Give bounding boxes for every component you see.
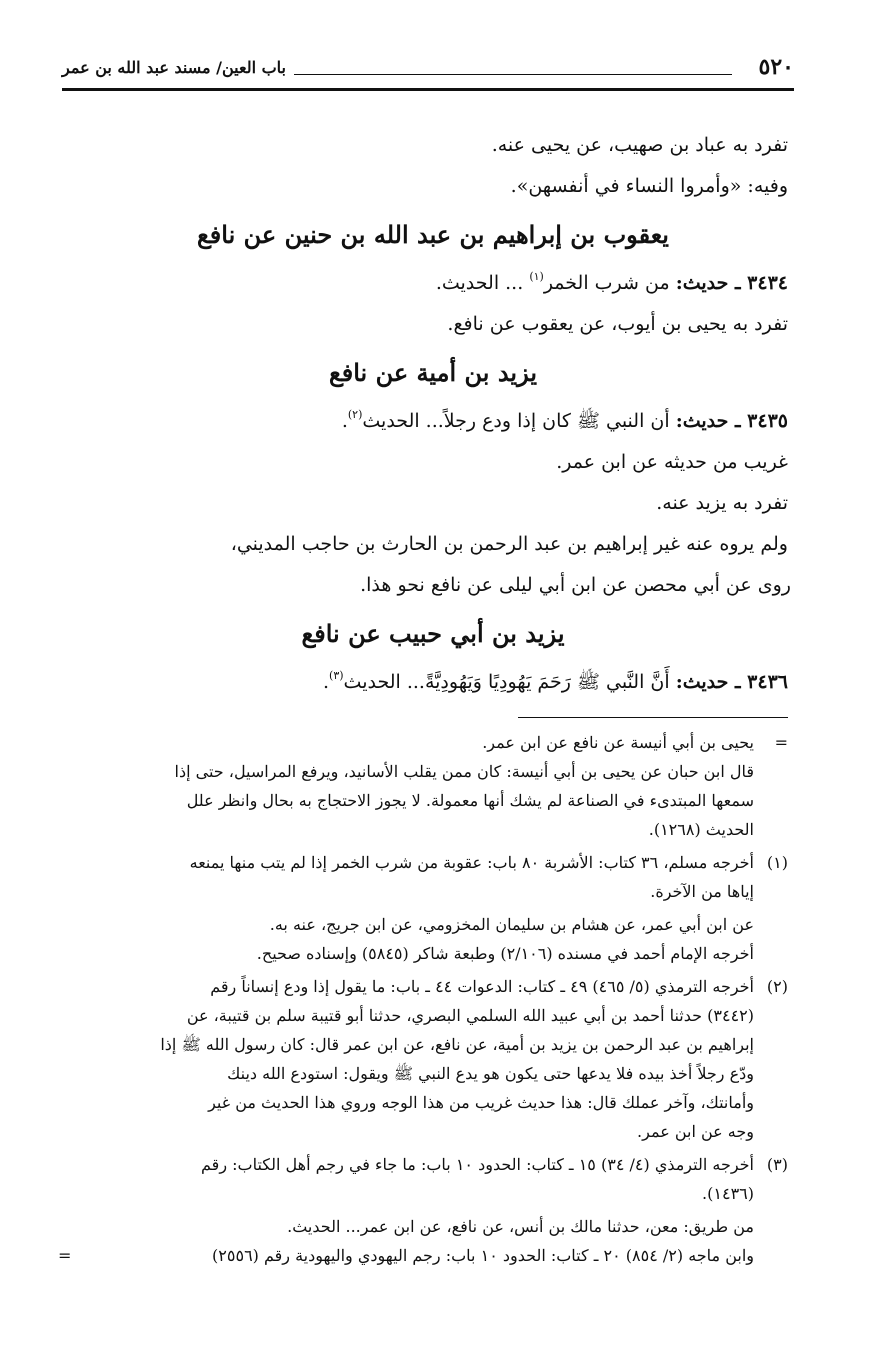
footnotes [58,728,788,1274]
footnote-separator [518,717,788,718]
footnote-line: سمعها المبتدىء في الصناعة لم يشك أنها معمولة. لا يجوز الاحتجاج به بحال وانظر علل [186,791,754,810]
footnote-continuation [78,728,788,844]
footnote-line: وأمانتك، وآخر عملك قال: هذا حديث غريب من هذا الوجه وروي هذا الحديث من غير [208,1093,754,1112]
running-title: باب العين/ مسند عبد الله بن عمر [62,58,286,77]
main-text [78,125,791,703]
hadith-number: ٣٤٣٥ ـ حديث: [675,410,788,432]
hadith-text: . [341,410,348,432]
text-line: روى عن أبي محصن عن ابن أبي ليلى عن نافع نحو هذا. [360,574,791,596]
hadith-text: . [322,671,330,693]
header-dash-line [294,74,732,75]
text-line: تفرد به يحيى بن أيوب، عن يعقوب عن نافع. [447,313,788,335]
footnote-marker: = [774,733,788,752]
footnote-line: ودّع رجلاً أخذ بيده فلا يدعها حتى يكون هو يدع النبي ﷺ ويقول: استودع الله دينك [227,1064,754,1083]
footnote-marker: (٢) [766,977,788,996]
footnote-line: أخرجه مسلم، ٣٦ كتاب: الأشربة ٨٠ باب: عقوبة من شرب الخمر إذا لم يتب منها يمنعه [189,853,754,872]
footnote-ref: (١) [529,270,544,283]
text-line: وفيه: «وأمروا النساء في أنفسهن». [510,175,788,197]
text-line: غريب من حديثه عن ابن عمر. [556,451,788,473]
text-line: تفرد به عباد بن صهيب، عن يحيى عنه. [491,134,788,156]
header-rule [62,88,794,91]
footnote-line: الحديث (١٢٦٨). [648,820,754,839]
hadith-entry [78,401,788,442]
text-line: ولم يروه عنه غير إبراهيم بن عبد الرحمن بن الحارث بن حاجب المديني، [230,533,788,555]
continuation-marker: = [58,1246,72,1265]
footnote-marker: (١) [766,853,788,872]
footnote-line: وجه عن ابن عمر. [637,1122,754,1141]
footnote-line: أخرجه الترمذي (٤/ ٣٤) ١٥ ـ كتاب: الحدود ١٠ باب: ما جاء في رجم أهل الكتاب: رقم [201,1155,754,1174]
hadith-number: ٣٤٣٤ ـ حديث: [675,272,788,294]
footnote-line: وابن ماجه (٢/ ٨٥٤) ٢٠ ـ كتاب: الحدود ١٠ باب: رجم اليهودي واليهودية رقم (٢٥٥٦) [212,1246,754,1265]
footnote-line: أخرجه الترمذي (٥/ ٤٦٥) ٤٩ ـ كتاب: الدعوات ٤٤ ـ باب: ما يقول إذا ودع إنساناً رقم [210,977,754,996]
page-header [62,52,794,88]
footnote-line: (١٤٣٦). [702,1184,754,1203]
footnote-line: أخرجه الإمام أحمد في مسنده (٢/١٠٦) وطبعة شاكر (٥٨٤٥) وإسناده صحيح. [256,944,754,963]
footnote-line: عن ابن أبي عمر، عن هشام بن سليمان المخزومي، عن ابن جريج، عنه به. [269,915,754,934]
footnote-ref: (٣) [329,669,344,682]
page-number: ٥٢٠ [758,54,794,80]
hadith-text: أَنَّ النَّبي ﷺ رَحَمَ يَهُودِيًا وَيَهُودِيَّةً... الحديث [343,671,670,693]
footnote-ref: (٢) [347,408,363,421]
hadith-text: أن النبي ﷺ كان إذا ودع رجلاً... الحديث [362,410,670,432]
footnote-line: قال ابن حبان عن يحيى بن أبي أنيسة: كان ممن يقلب الأسانيد، ويرفع المراسيل، حتى إذا [174,762,754,781]
hadith-number: ٣٤٣٦ ـ حديث: [675,671,788,693]
footnote-line: (٣٤٤٢) حدثنا أحمد بن أبي عبيد الله السلمي البصري، حدثنا أبو قتيبة سلم بن قتيبة، عن [186,1006,754,1025]
footnote-line: إبراهيم بن عبد الرحمن بن يزيد بن أمية، عن نافع، عن ابن عمر قال: كان رسول الله ﷺ إذا [160,1035,754,1054]
footnote-1 [78,848,788,968]
section-heading: يعقوب بن إبراهيم بن عبد الله بن حنين عن نافع [197,220,669,249]
footnote-2 [78,972,788,1146]
section-heading: يزيد بن أبي حبيب عن نافع [301,619,565,648]
footnote-3 [58,1150,788,1270]
section-heading: يزيد بن أمية عن نافع [328,358,538,387]
footnote-line: إياها من الآخرة. [650,882,754,901]
hadith-text: من شرب الخمر [543,272,670,294]
footnote-line: من طريق: معن، حدثنا مالك بن أنس، عن نافع، عن ابن عمر... الحديث. [287,1217,754,1236]
hadith-entry [78,662,788,703]
hadith-text: ... الحديث. [435,272,524,294]
footnote-marker: (٣) [766,1155,788,1174]
footnote-line: يحيى بن أبي أنيسة عن نافع عن ابن عمر. [482,733,754,752]
text-line: تفرد به يزيد عنه. [656,492,788,514]
hadith-entry [78,263,788,304]
